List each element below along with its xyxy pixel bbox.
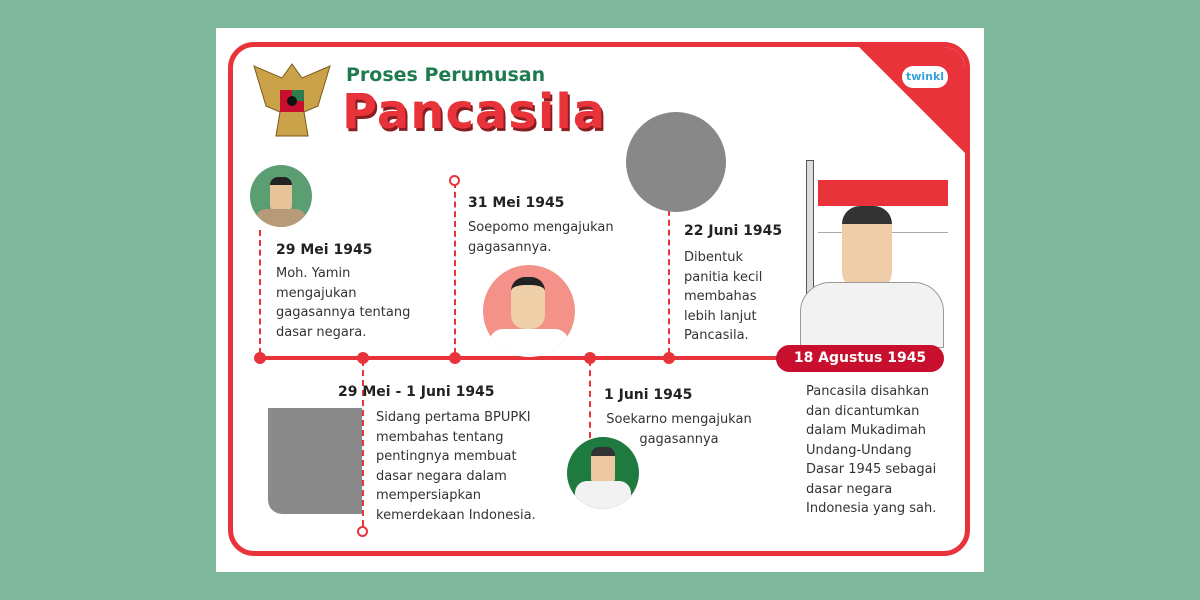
connector-end — [449, 175, 460, 186]
event-date: 1 Juni 1945 — [604, 387, 693, 403]
event-text: Soekarno mengajukan gagasannya — [606, 412, 752, 447]
soekarno-figure — [842, 206, 892, 290]
poster-title: Pancasila — [342, 84, 607, 140]
corner-banner — [857, 45, 967, 155]
final-date-badge: 18 Agustus 1945 — [776, 345, 944, 372]
event-text: Pancasila disahkan dan dicantumkan dalam Mukadimah Undang-Undang Dasar 1945 sebagai dasar negara Indonesia yang sah. — [806, 384, 937, 516]
event-text: Soepomo mengajukan gagasannya. — [468, 220, 614, 255]
connector — [589, 360, 591, 438]
soepomo-portrait — [483, 265, 575, 357]
soekarno-uniform — [800, 282, 944, 348]
event-date: 29 Mei - 1 Juni 1945 — [338, 384, 495, 400]
event-text: Dibentuk panitia kecil membahas lebih lanjut Pancasila. — [684, 250, 763, 343]
flag-red — [818, 180, 948, 206]
event-date: 31 Mei 1945 — [468, 195, 565, 211]
yamin-portrait — [250, 165, 312, 227]
garuda-emblem-icon — [252, 56, 332, 142]
event-date: 22 Juni 1945 — [684, 223, 783, 239]
connector — [668, 200, 670, 354]
event-text: Moh. Yamin mengajukan gagasannya tentang dasar negara. — [276, 266, 411, 340]
event-date: 29 Mei 1945 — [276, 242, 373, 258]
connector-end — [357, 526, 368, 537]
event-text: Sidang pertama BPUPKI membahas tentang pentingnya membuat dasar negara dalam mempersiapkan kemerdekaan Indonesia. — [376, 410, 536, 523]
poster-subtitle: Proses Perumusan — [346, 64, 546, 86]
bpupki-session-photo — [268, 408, 362, 514]
connector — [259, 230, 261, 354]
connector — [454, 182, 456, 354]
twinkl-logo: twinkl — [902, 66, 948, 88]
committee-photo — [626, 112, 726, 212]
